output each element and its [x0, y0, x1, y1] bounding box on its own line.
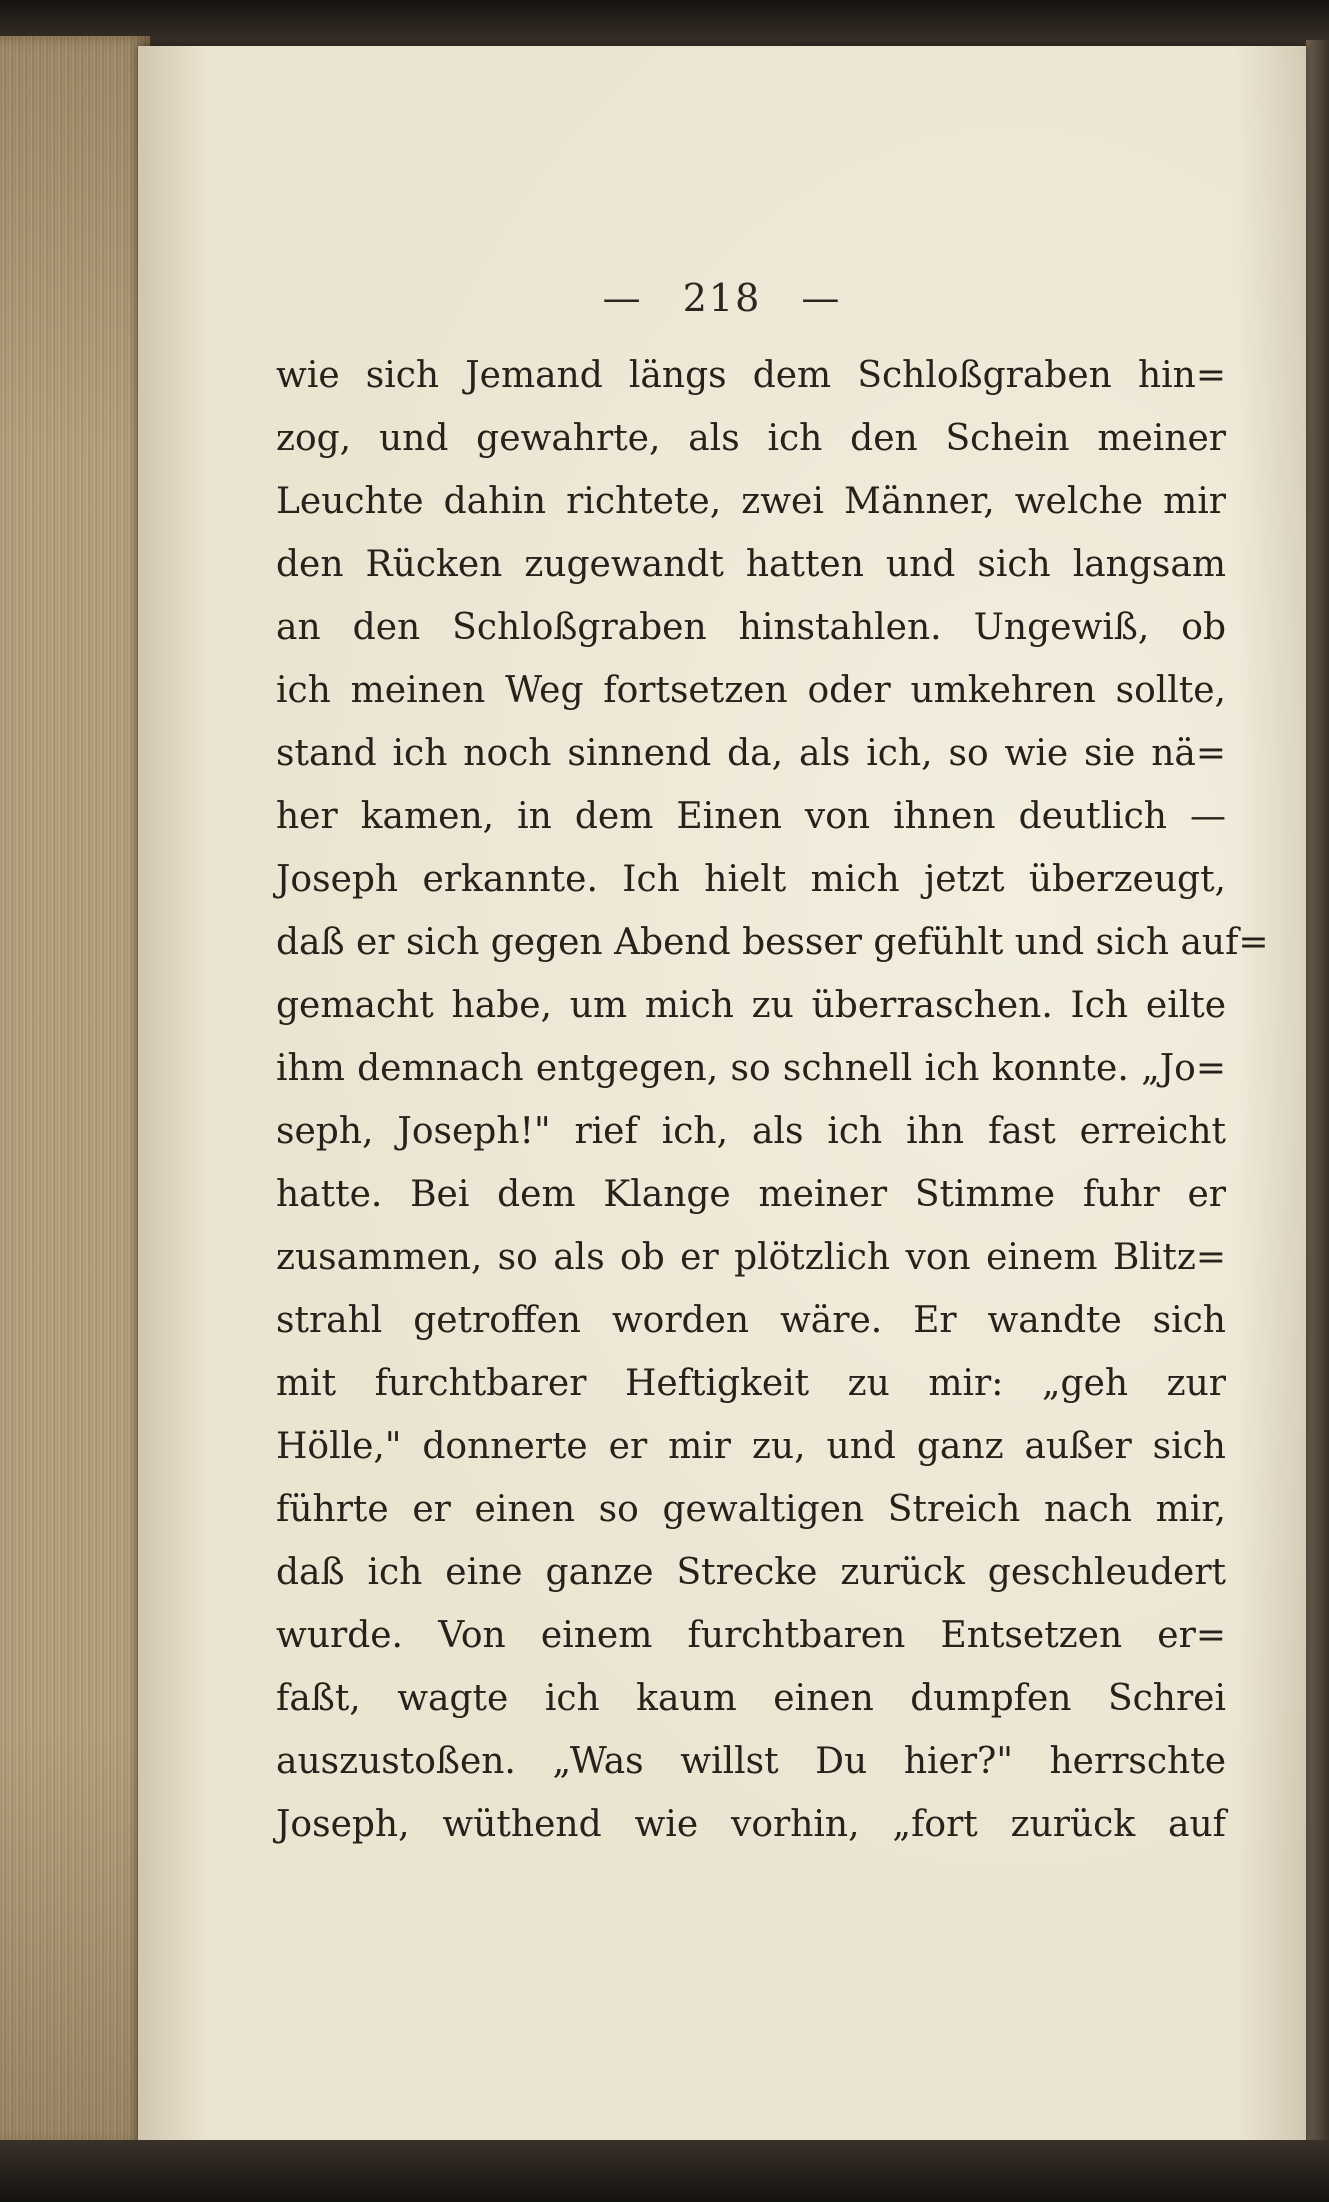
header-dash-right: —	[801, 276, 842, 320]
text-line: den Rücken zugewandt hatten und sich langsam	[276, 544, 1226, 585]
text-line: ich meinen Weg fortsetzen oder umkehren sollte,	[276, 670, 1226, 711]
text-line: Joseph, wüthend wie vorhin, „fort zurück auf	[276, 1804, 1226, 1845]
text-line: daß ich eine ganze Strecke zurück geschleudert	[276, 1552, 1226, 1593]
text-line: wie sich Jemand längs dem Schloßgraben hin=	[276, 355, 1226, 396]
header-dash-left: —	[602, 276, 643, 320]
text-line: her kamen, in dem Einen von ihnen deutlich —	[276, 796, 1226, 837]
text-line: seph, Joseph!" rief ich, als ich ihn fast erreicht	[276, 1111, 1226, 1152]
text-line: Hölle," donnerte er mir zu, und ganz außer sich	[276, 1426, 1226, 1467]
text-line: faßt, wagte ich kaum einen dumpfen Schrei	[276, 1678, 1226, 1719]
text-line: strahl getroffen worden wäre. Er wandte sich	[276, 1300, 1226, 1341]
text-line: daß er sich gegen Abend besser gefühlt und sich auf=	[276, 922, 1269, 963]
text-line: an den Schloßgraben hinstahlen. Ungewiß, ob	[276, 607, 1226, 648]
text-line: zog, und gewahrte, als ich den Schein meiner	[276, 418, 1226, 459]
text-line: führte er einen so gewaltigen Streich nach mir,	[276, 1489, 1226, 1530]
scan-right-shadow	[1306, 40, 1329, 2150]
body-text	[276, 344, 1269, 1856]
text-line: wurde. Von einem furchtbaren Entsetzen er=	[276, 1615, 1226, 1656]
book-page-edges	[0, 36, 150, 2146]
text-line: mit furchtbarer Heftigkeit zu mir: „geh zur	[276, 1363, 1226, 1404]
scan-top-shadow	[0, 0, 1329, 48]
text-line: ihm demnach entgegen, so schnell ich konnte. „Jo=	[276, 1048, 1226, 1089]
page-header	[138, 276, 1306, 320]
scan-bottom-shadow	[0, 2140, 1329, 2202]
text-line: Leuchte dahin richtete, zwei Männer, welche mir	[276, 481, 1226, 522]
text-line: Joseph erkannte. Ich hielt mich jetzt überzeugt,	[276, 859, 1226, 900]
text-line: hatte. Bei dem Klange meiner Stimme fuhr er	[276, 1174, 1226, 1215]
page-number: 218	[682, 276, 762, 320]
text-line: stand ich noch sinnend da, als ich, so wie sie nä=	[276, 733, 1226, 774]
text-line: gemacht habe, um mich zu überraschen. Ich eilte	[276, 985, 1226, 1026]
text-line: auszustoßen. „Was willst Du hier?" herrschte	[276, 1741, 1226, 1782]
text-line: zusammen, so als ob er plötzlich von einem Blitz=	[276, 1237, 1226, 1278]
